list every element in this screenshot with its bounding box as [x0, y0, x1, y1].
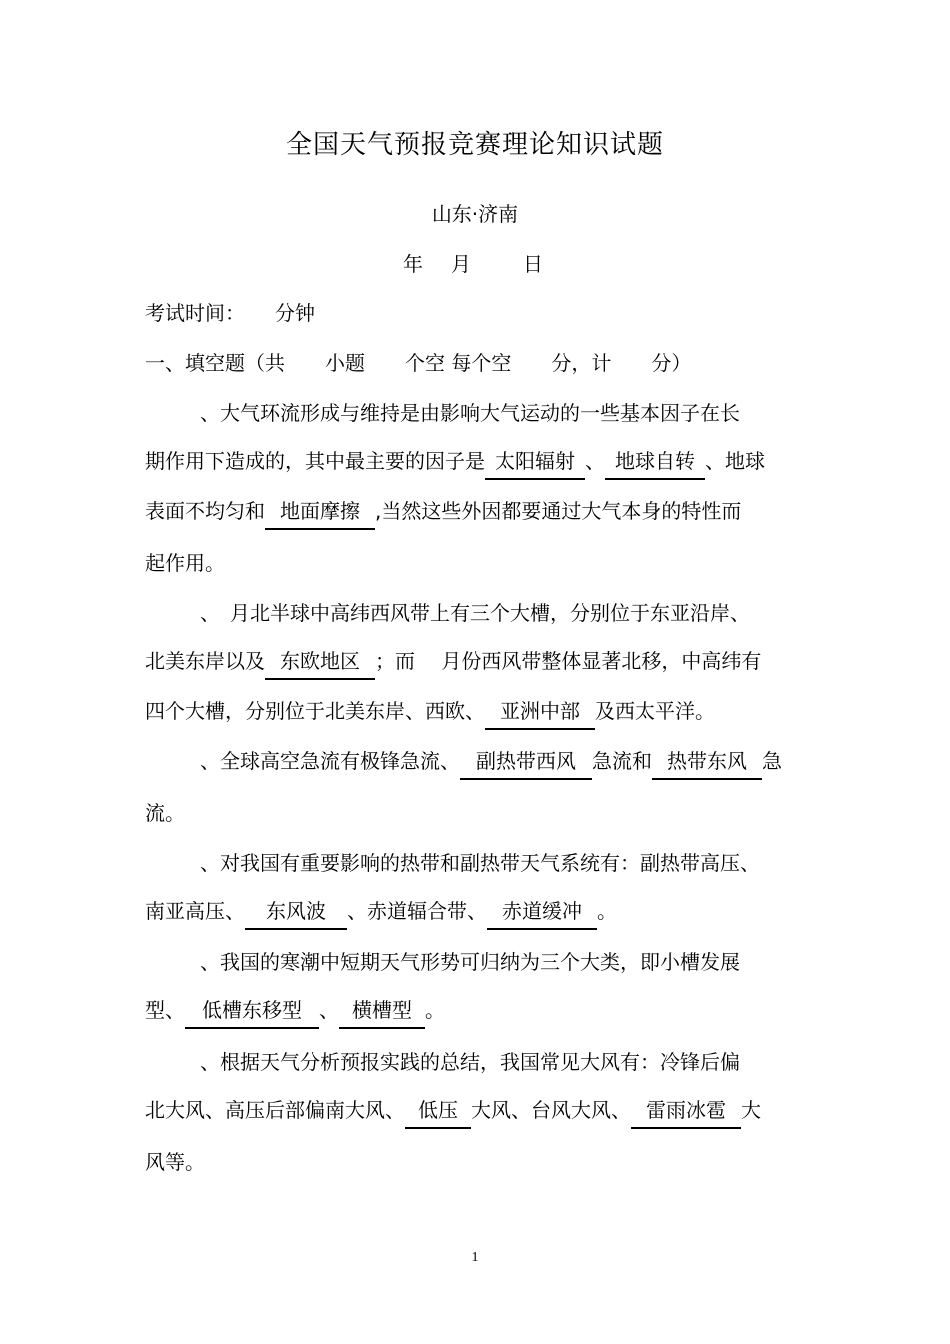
q2-text: 及西太平洋。 — [595, 699, 715, 723]
q5-text: 。 — [425, 998, 445, 1022]
q5-answer-1: 低槽东移型 — [185, 993, 319, 1029]
q2-answer-1: 东欧地区 — [265, 644, 375, 680]
q6-text: 北大风、高压后部偏南大风、 — [145, 1098, 405, 1122]
q2-text: ；而 月份西风带整体显著北移，中高纬有 — [375, 649, 762, 673]
q6-line-1: 、根据天气分析预报实践的总结，我国常见大风有：冷锋后偏 — [200, 1050, 740, 1074]
q1-line-1: 、大气环流形成与维持是由影响大气运动的一些基本因子在长 — [200, 401, 740, 425]
q3-answer-1: 副热带西风 — [460, 744, 592, 780]
q1-line-4: 起作用。 — [145, 551, 225, 575]
q2-line-2 — [145, 644, 761, 680]
q3-text: 急 — [762, 749, 782, 773]
q6-answer-2: 雷雨冰雹 — [631, 1093, 741, 1129]
section-heading: 一、填空题（共 小题 个空 每个空 分，计 分） — [145, 351, 692, 375]
q2-answer-2: 亚洲中部 — [485, 694, 595, 730]
q1-line-3 — [145, 494, 741, 530]
q6-line-3: 风等。 — [145, 1150, 205, 1174]
page-number: 1 — [471, 1250, 479, 1265]
q1-text: ,当然这些外因都要通过大气本身的特性而 — [375, 499, 742, 523]
q5-text: 型、 — [145, 998, 185, 1022]
q4-answer-2: 赤道缓冲 — [487, 894, 597, 930]
q4-text: 、赤道辐合带、 — [347, 899, 487, 923]
q4-text: 南亚高压、 — [145, 899, 245, 923]
q1-answer-3: 地面摩擦 — [265, 494, 375, 530]
q1-text: 、地球 — [705, 449, 765, 473]
exam-date: 年 月 日 — [403, 252, 547, 276]
q6-text: 大风、台风大风、 — [471, 1098, 631, 1122]
q3-text: 、全球高空急流有极锋急流、 — [200, 749, 460, 773]
q5-answer-2: 横槽型 — [339, 993, 425, 1029]
q1-text: 表面不均匀和 — [145, 499, 265, 523]
exam-location: 山东·济南 — [431, 202, 519, 226]
q1-text: 期作用下造成的，其中最主要的因子是 — [145, 449, 485, 473]
q3-line-2: 流。 — [145, 801, 185, 825]
q5-line-2 — [145, 993, 445, 1029]
q5-text: 、 — [319, 998, 339, 1022]
document-title: 全国天气预报竞赛理论知识试题 — [285, 130, 664, 160]
q5-line-1: 、我国的寒潮中短期天气形势可归纳为三个大类，即小槽发展 — [200, 950, 740, 974]
q2-text: 北美东岸以及 — [145, 649, 265, 673]
q6-text: 大 — [741, 1098, 761, 1122]
q1-answer-1: 太阳辐射 — [485, 444, 585, 480]
q4-answer-1: 东风波 — [245, 894, 347, 930]
q2-text: 四个大槽，分别位于北美东岸、西欧、 — [145, 699, 485, 723]
q1-text: 、 — [585, 449, 605, 473]
q6-answer-1: 低压 — [405, 1093, 471, 1129]
q4-line-1: 、对我国有重要影响的热带和副热带天气系统有：副热带高压、 — [200, 851, 760, 875]
q3-text: 急流和 — [592, 749, 652, 773]
q4-text: 。 — [597, 899, 617, 923]
q4-line-2 — [145, 894, 617, 930]
q6-line-2 — [145, 1093, 761, 1129]
q2-line-1: 、 月北半球中高纬西风带上有三个大槽，分别位于东亚沿岸、 — [200, 601, 750, 625]
q1-line-2 — [145, 444, 765, 480]
q3-line-1 — [200, 744, 782, 780]
exam-time: 考试时间： 分钟 — [145, 301, 315, 325]
q3-answer-2: 热带东风 — [652, 744, 762, 780]
q2-line-3 — [145, 694, 715, 730]
q1-answer-2: 地球自转 — [605, 444, 705, 480]
